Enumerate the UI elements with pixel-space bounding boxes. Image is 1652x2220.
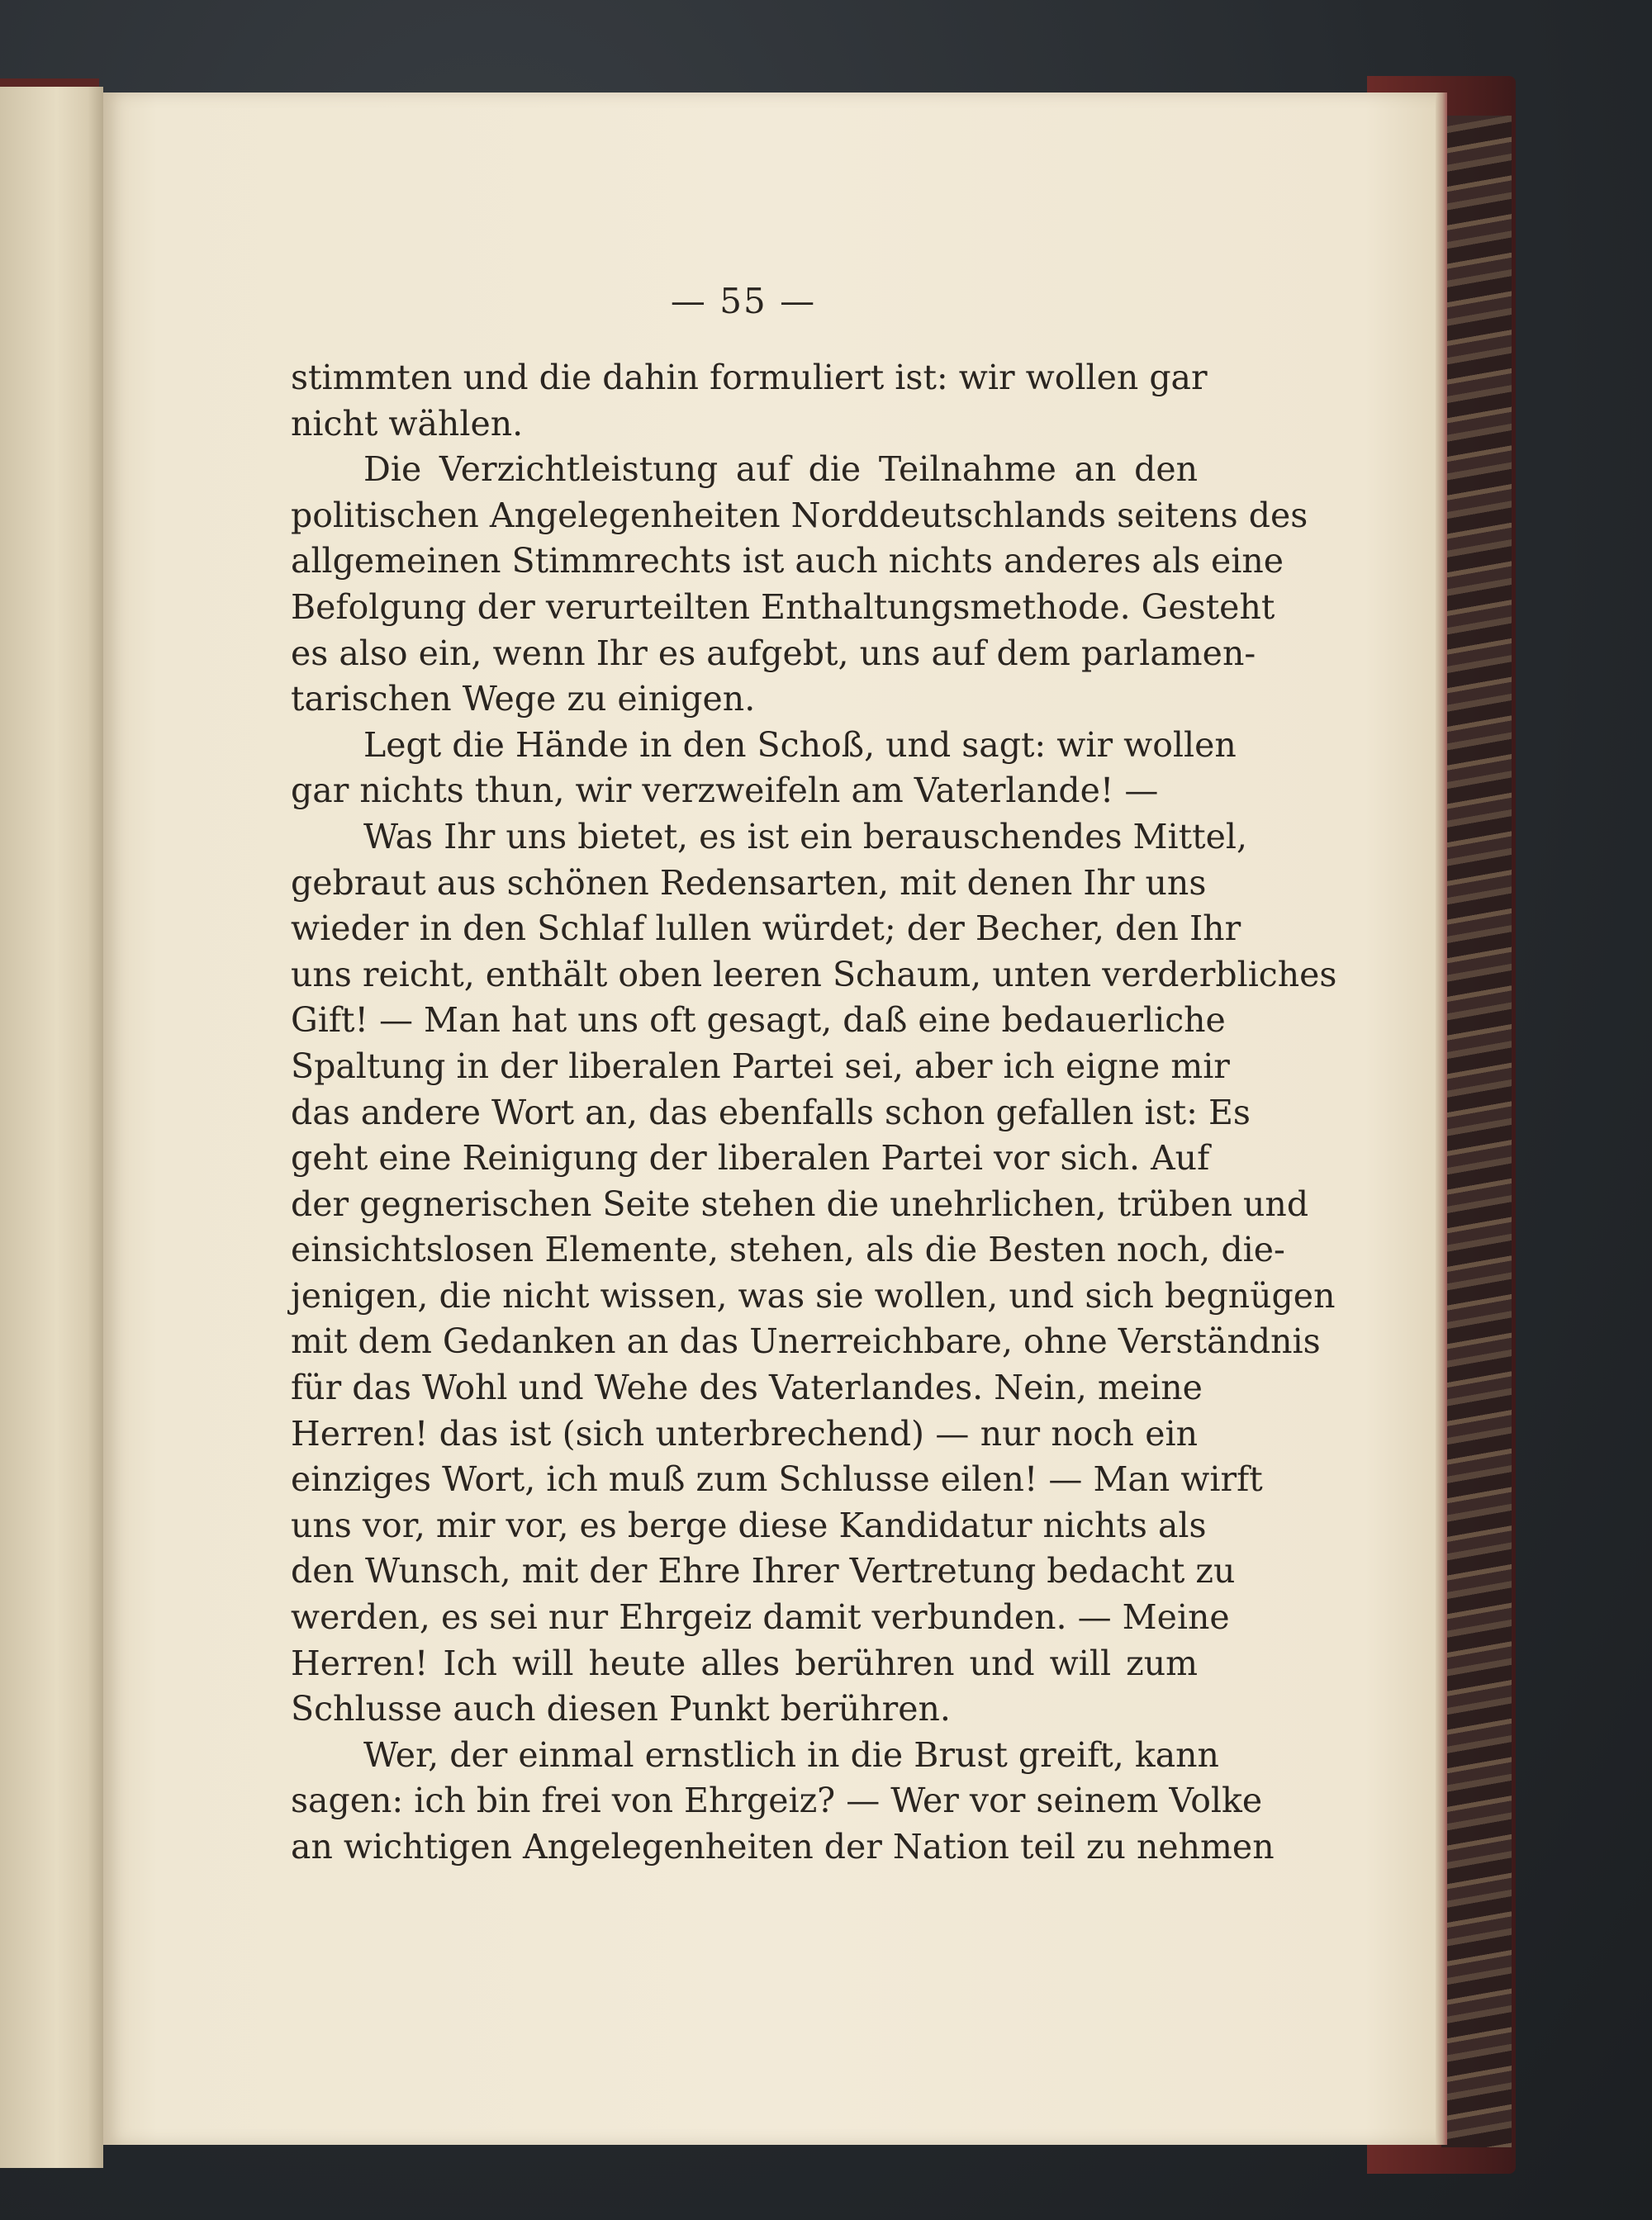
text-line: jenigen, die nicht wissen, was sie wollen, und sich begnügen bbox=[291, 1275, 1336, 1316]
text-line: Was Ihr uns bietet, es ist ein berauschendes Mittel, bbox=[363, 816, 1248, 856]
text-line: geht eine Reinigung der liberalen Partei vor sich. Auf bbox=[291, 1138, 1210, 1179]
text-line: tarischen Wege zu einigen. bbox=[291, 679, 756, 719]
text-line: uns reicht, enthält oben leeren Schaum, unten verderbliches bbox=[291, 954, 1337, 994]
page-number: — 55 — bbox=[670, 281, 817, 321]
text-line: gar nichts thun, wir verzweifeln am Vaterlande! — bbox=[291, 771, 1159, 811]
text-line: Schlusse auch diesen Punkt berühren. bbox=[291, 1689, 951, 1729]
text-line: für das Wohl und Wehe des Vaterlandes. Nein, meine bbox=[291, 1368, 1203, 1408]
text-line: das andere Wort an, das ebenfalls schon gefallen ist: Es bbox=[291, 1092, 1251, 1132]
text-line: gebraut aus schönen Redensarten, mit denen Ihr uns bbox=[291, 862, 1207, 903]
text-line: Befolgung der verurteilten Enthaltungsmethode. Gesteht bbox=[291, 586, 1275, 627]
text-line: einziges Wort, ich muß zum Schlusse eilen! — Man wirft bbox=[291, 1459, 1263, 1500]
text-line: wieder in den Schlaf lullen würdet; der Becher, den Ihr bbox=[291, 908, 1241, 949]
text-line: der gegnerischen Seite stehen die unehrlichen, trüben und bbox=[291, 1184, 1309, 1224]
marbled-endpaper bbox=[1441, 116, 1512, 2147]
text-line: Spaltung in der liberalen Partei sei, aber ich eigne mir bbox=[291, 1046, 1230, 1086]
text-line: an wichtigen Angelegenheiten der Nation teil zu nehmen bbox=[291, 1827, 1275, 1867]
text-line: den Wunsch, mit der Ehre Ihrer Vertretung bedacht zu bbox=[291, 1551, 1236, 1591]
text-block bbox=[291, 355, 1337, 1871]
text-line: Legt die Hände in den Schoß, und sagt: wir wollen bbox=[363, 724, 1237, 765]
text-line: allgemeinen Stimmrechts ist auch nichts anderes als eine bbox=[291, 541, 1284, 581]
text-line: es also ein, wenn Ihr es aufgebt, uns auf dem parlamen- bbox=[291, 633, 1256, 673]
text-line: nicht wählen. bbox=[291, 403, 524, 444]
page-edge bbox=[1436, 92, 1447, 2145]
text-line: Die Verzichtleistung auf die Teilnahme an den bbox=[363, 449, 1198, 490]
text-line: einsichtslosen Elemente, stehen, als die Besten noch, die- bbox=[291, 1230, 1285, 1270]
text-line: sagen: ich bin frei von Ehrgeiz? — Wer vor seinem Volke bbox=[291, 1781, 1263, 1821]
text-line: stimmten und die dahin formuliert ist: wir wollen gar bbox=[291, 358, 1208, 397]
text-line: werden, es sei nur Ehrgeiz damit verbunden. — Meine bbox=[291, 1597, 1230, 1638]
left-page bbox=[0, 87, 103, 2168]
text-line: politischen Angelegenheiten Norddeutschlands seitens des bbox=[291, 495, 1308, 535]
text-line: Gift! — Man hat uns oft gesagt, daß eine bedauerliche bbox=[291, 1000, 1226, 1041]
text-line: Herren! Ich will heute alles berühren und will zum bbox=[291, 1643, 1198, 1683]
text-line: Wer, der einmal ernstlich in die Brust greift, kann bbox=[363, 1734, 1219, 1775]
text-line: uns vor, mir vor, es berge diese Kandidatur nichts als bbox=[291, 1505, 1207, 1545]
text-line: mit dem Gedanken an das Unerreichbare, ohne Verständnis bbox=[291, 1321, 1321, 1362]
text-line: Herren! das ist (sich unterbrechend) — nur noch ein bbox=[291, 1413, 1198, 1454]
